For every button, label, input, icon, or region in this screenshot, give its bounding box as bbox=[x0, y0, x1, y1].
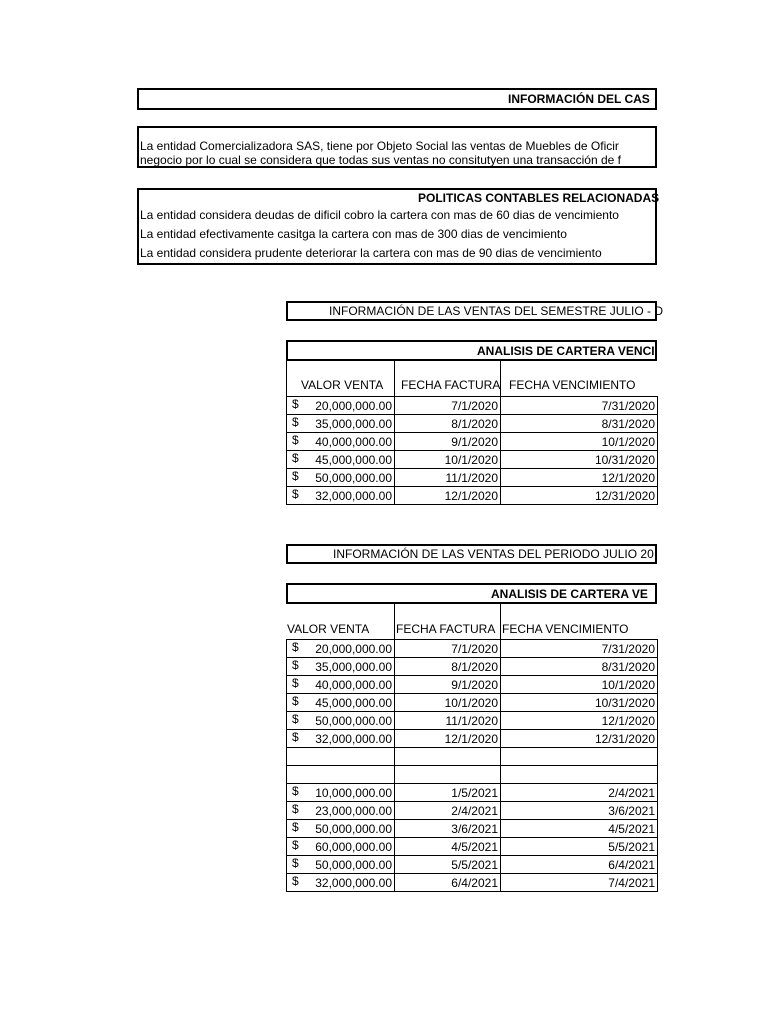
policies-box bbox=[137, 188, 660, 265]
valor-venta-cell bbox=[287, 658, 395, 676]
currency-symbol: $ bbox=[292, 694, 299, 708]
fecha-vencimiento-cell: 3/6/2021 bbox=[501, 802, 658, 820]
blank-cell bbox=[395, 748, 501, 766]
currency-symbol: $ bbox=[292, 874, 299, 888]
fecha-vencimiento-cell: 4/5/2021 bbox=[501, 820, 658, 838]
valor-venta-value: 40,000,000.00 bbox=[315, 677, 392, 692]
valor-venta-value: 32,000,000.00 bbox=[315, 488, 392, 503]
fecha-factura-cell: 12/1/2020 bbox=[395, 487, 501, 505]
currency-symbol: $ bbox=[292, 838, 299, 852]
table-row bbox=[287, 712, 658, 730]
fecha-factura-cell: 9/1/2020 bbox=[395, 433, 501, 451]
fecha-factura-cell: 10/1/2020 bbox=[395, 451, 501, 469]
column-header-valor: VALOR VENTA bbox=[287, 622, 370, 636]
fecha-vencimiento-cell: 10/1/2020 bbox=[501, 676, 658, 694]
valor-venta-value: 32,000,000.00 bbox=[315, 875, 392, 890]
blank-cell bbox=[287, 766, 395, 784]
column-header-factura: FECHA FACTURA bbox=[396, 622, 496, 636]
blank-cell bbox=[395, 766, 501, 784]
policy-item: La entidad considera prudente deteriorar la cartera con mas de 90 dias de vencimiento bbox=[140, 246, 602, 260]
valor-venta-cell bbox=[287, 730, 395, 748]
valor-venta-cell bbox=[287, 820, 395, 838]
fecha-factura-cell: 12/1/2020 bbox=[395, 730, 501, 748]
table-row bbox=[287, 451, 658, 469]
valor-venta-value: 50,000,000.00 bbox=[315, 857, 392, 872]
fecha-factura-cell: 1/5/2021 bbox=[395, 784, 501, 802]
column-header-vencimiento: FECHA VENCIMIENTO bbox=[509, 378, 636, 392]
fecha-vencimiento-cell: 8/31/2020 bbox=[501, 658, 658, 676]
section1-title-box bbox=[286, 301, 664, 321]
valor-venta-value: 32,000,000.00 bbox=[315, 731, 392, 746]
table-row bbox=[287, 487, 658, 505]
fecha-factura-cell: 11/1/2020 bbox=[395, 469, 501, 487]
table-row bbox=[287, 640, 658, 658]
fecha-vencimiento-cell: 12/31/2020 bbox=[501, 730, 658, 748]
fecha-vencimiento-cell: 6/4/2021 bbox=[501, 856, 658, 874]
section2-title-box bbox=[286, 544, 657, 564]
currency-symbol: $ bbox=[292, 658, 299, 672]
currency-symbol: $ bbox=[292, 451, 299, 465]
fecha-factura-cell: 8/1/2020 bbox=[395, 415, 501, 433]
valor-venta-cell bbox=[287, 676, 395, 694]
table-row bbox=[287, 397, 658, 415]
policies-title: POLITICAS CONTABLES RELACIONADAS bbox=[418, 191, 660, 205]
currency-symbol: $ bbox=[292, 433, 299, 447]
section2-table bbox=[286, 639, 658, 892]
fecha-vencimiento-cell: 12/31/2020 bbox=[501, 487, 658, 505]
fecha-vencimiento-cell: 10/31/2020 bbox=[501, 451, 658, 469]
currency-symbol: $ bbox=[292, 802, 299, 816]
currency-symbol: $ bbox=[292, 856, 299, 870]
currency-symbol: $ bbox=[292, 712, 299, 726]
valor-venta-value: 50,000,000.00 bbox=[315, 821, 392, 836]
table-row bbox=[287, 433, 658, 451]
fecha-factura-cell: 11/1/2020 bbox=[395, 712, 501, 730]
fecha-vencimiento-cell: 10/1/2020 bbox=[501, 433, 658, 451]
currency-symbol: $ bbox=[292, 397, 299, 411]
blank-cell bbox=[287, 748, 395, 766]
fecha-vencimiento-cell: 7/31/2020 bbox=[501, 397, 658, 415]
fecha-factura-cell: 8/1/2020 bbox=[395, 658, 501, 676]
fecha-factura-cell: 2/4/2021 bbox=[395, 802, 501, 820]
valor-venta-value: 35,000,000.00 bbox=[315, 416, 392, 431]
valor-venta-cell bbox=[287, 856, 395, 874]
case-title: INFORMACIÓN DEL CAS bbox=[508, 92, 650, 106]
table-row bbox=[287, 694, 658, 712]
policy-item: La entidad efectivamente casitga la cartera con mas de 300 dias de vencimiento bbox=[140, 227, 567, 241]
table-row bbox=[287, 856, 658, 874]
fecha-factura-cell: 9/1/2020 bbox=[395, 676, 501, 694]
fecha-vencimiento-cell: 10/31/2020 bbox=[501, 694, 658, 712]
currency-symbol: $ bbox=[292, 820, 299, 834]
valor-venta-value: 50,000,000.00 bbox=[315, 470, 392, 485]
valor-venta-value: 35,000,000.00 bbox=[315, 659, 392, 674]
valor-venta-cell bbox=[287, 469, 395, 487]
fecha-vencimiento-cell: 7/31/2020 bbox=[501, 640, 658, 658]
valor-venta-cell bbox=[287, 802, 395, 820]
section1-analysis-title: ANALISIS DE CARTERA VENCI bbox=[477, 344, 655, 358]
valor-venta-cell bbox=[287, 397, 395, 415]
table-row bbox=[287, 469, 658, 487]
section1-table bbox=[286, 396, 658, 505]
fecha-vencimiento-cell: 2/4/2021 bbox=[501, 784, 658, 802]
blank-cell bbox=[501, 748, 658, 766]
valor-venta-cell bbox=[287, 838, 395, 856]
policy-item: La entidad considera deudas de dificil cobro la cartera con mas de 60 dias de vencimiento bbox=[140, 208, 619, 222]
valor-venta-cell bbox=[287, 784, 395, 802]
column-header-valor: VALOR VENTA bbox=[301, 378, 384, 392]
fecha-vencimiento-cell: 12/1/2020 bbox=[501, 469, 658, 487]
section1-header-area bbox=[286, 361, 658, 397]
currency-symbol: $ bbox=[292, 676, 299, 690]
fecha-factura-cell: 4/5/2021 bbox=[395, 838, 501, 856]
valor-venta-cell bbox=[287, 640, 395, 658]
valor-venta-value: 23,000,000.00 bbox=[315, 803, 392, 818]
section1-title: INFORMACIÓN DE LAS VENTAS DEL SEMESTRE JULIO - D bbox=[329, 304, 664, 318]
valor-venta-cell bbox=[287, 874, 395, 892]
valor-venta-cell bbox=[287, 487, 395, 505]
fecha-factura-cell: 7/1/2020 bbox=[395, 397, 501, 415]
valor-venta-value: 60,000,000.00 bbox=[315, 839, 392, 854]
section2-header-area bbox=[286, 604, 657, 640]
currency-symbol: $ bbox=[292, 784, 299, 798]
valor-venta-value: 50,000,000.00 bbox=[315, 713, 392, 728]
currency-symbol: $ bbox=[292, 469, 299, 483]
table-row bbox=[287, 676, 658, 694]
case-title-box bbox=[137, 88, 657, 110]
table-row bbox=[287, 838, 658, 856]
currency-symbol: $ bbox=[292, 415, 299, 429]
table-row bbox=[287, 802, 658, 820]
valor-venta-value: 20,000,000.00 bbox=[315, 641, 392, 656]
valor-venta-value: 45,000,000.00 bbox=[315, 452, 392, 467]
fecha-factura-cell: 5/5/2021 bbox=[395, 856, 501, 874]
fecha-factura-cell: 10/1/2020 bbox=[395, 694, 501, 712]
column-header-factura: FECHA FACTURA bbox=[401, 378, 501, 392]
valor-venta-cell bbox=[287, 415, 395, 433]
intro-line-2: negocio por lo cual se considera que todas sus ventas no consitutyen una transacción de f bbox=[140, 153, 621, 167]
table-row bbox=[287, 658, 658, 676]
table-row bbox=[287, 874, 658, 892]
valor-venta-value: 40,000,000.00 bbox=[315, 434, 392, 449]
section1-analysis-box bbox=[286, 340, 657, 361]
column-header-vencimiento: FECHA VENCIMIENTO bbox=[502, 622, 629, 636]
fecha-vencimiento-cell: 8/31/2020 bbox=[501, 415, 658, 433]
valor-venta-cell bbox=[287, 694, 395, 712]
section2-title: INFORMACIÓN DE LAS VENTAS DEL PERIODO JULIO 20 bbox=[333, 547, 654, 561]
valor-venta-value: 45,000,000.00 bbox=[315, 695, 392, 710]
currency-symbol: $ bbox=[292, 640, 299, 654]
blank-cell bbox=[501, 766, 658, 784]
table-row bbox=[287, 415, 658, 433]
currency-symbol: $ bbox=[292, 730, 299, 744]
fecha-factura-cell: 6/4/2021 bbox=[395, 874, 501, 892]
fecha-factura-cell: 7/1/2020 bbox=[395, 640, 501, 658]
fecha-vencimiento-cell: 7/4/2021 bbox=[501, 874, 658, 892]
section2-analysis-title: ANALISIS DE CARTERA VE bbox=[491, 587, 648, 601]
table-row bbox=[287, 820, 658, 838]
valor-venta-cell bbox=[287, 433, 395, 451]
fecha-vencimiento-cell: 12/1/2020 bbox=[501, 712, 658, 730]
valor-venta-cell bbox=[287, 451, 395, 469]
section2-analysis-box bbox=[286, 583, 657, 604]
table-row bbox=[287, 784, 658, 802]
fecha-factura-cell: 3/6/2021 bbox=[395, 820, 501, 838]
blank-row bbox=[287, 766, 658, 784]
table-row bbox=[287, 730, 658, 748]
intro-line-1: La entidad Comercializadora SAS, tiene por Objeto Social las ventas de Muebles de Oficir bbox=[140, 139, 619, 153]
intro-box bbox=[137, 126, 657, 168]
valor-venta-value: 10,000,000.00 bbox=[315, 785, 392, 800]
fecha-vencimiento-cell: 5/5/2021 bbox=[501, 838, 658, 856]
blank-row bbox=[287, 748, 658, 766]
valor-venta-value: 20,000,000.00 bbox=[315, 398, 392, 413]
valor-venta-cell bbox=[287, 712, 395, 730]
currency-symbol: $ bbox=[292, 487, 299, 501]
